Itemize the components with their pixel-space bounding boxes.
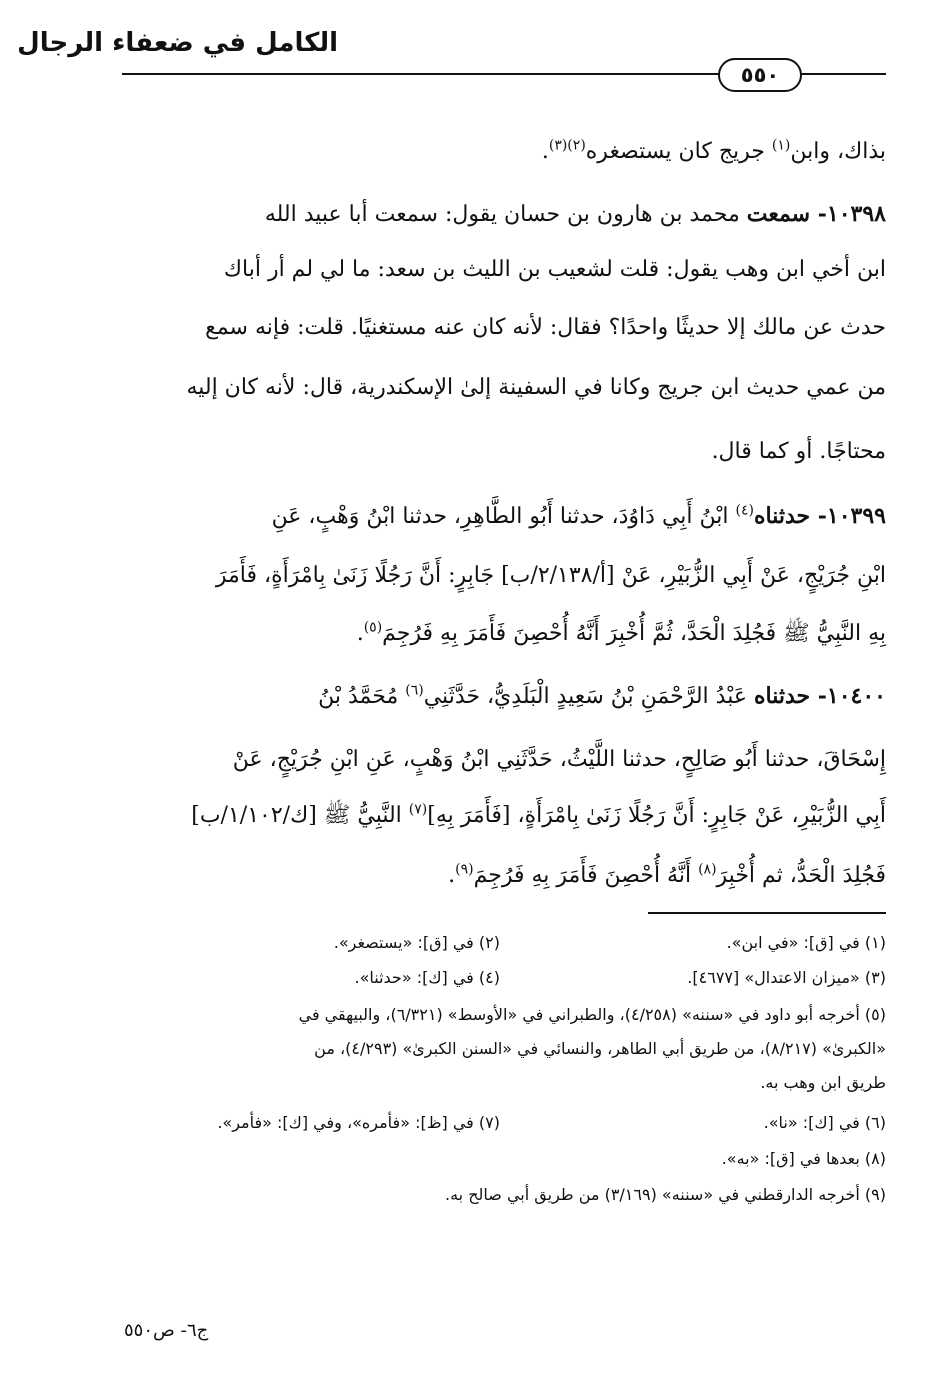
footnote-5-cont: «الكبرىٰ» (٨/٢١٧)، من طريق أبي الطاهر، والنسائي في «السنن الكبرىٰ» (٤/٢٩٣)، من [314,1039,886,1058]
text-line: بذاك، وابن$^{(١)}$ جريج كان يستصغره$^{(٢)(٣)}$. [541,137,886,164]
footnote-ref[interactable]: (٢)(٣) [548,137,586,154]
text-line: من عمي حديث ابن جريج وكانا في السفينة إلىٰ الإسكندرية، قال: لأنه كان إليه [186,375,886,400]
footnote-ref[interactable]: (٧) [408,801,428,818]
text-line: بِهِ النَّبِيُّ ﷺ فَجُلِدَ الْحَدَّ، ثُمَّ أُخْبِرَ أَنَّهُ أُحْصِنَ فَأَمَرَ بِهِ فَرُجِمَ$^{(٥)}$. [356,619,886,646]
footnote-ref[interactable]: (٥) [363,619,383,636]
page-reference: ج٦- ص٥٥٠ [124,1320,209,1341]
text-line: حدث عن مالك إلا حديثًا واحدًا؟ فقال: لأنه كان عنه مستغنيًا. قلت: فإنه سمع [205,315,886,340]
footnote-ref[interactable]: (٩) [455,861,474,878]
hadith-number: ١٠٣٩٨- [810,201,886,227]
page-number-badge: ٥٥٠ [718,58,802,92]
footnote-4: (٤) في [ك]: «حدثنا». [354,968,500,987]
footnote-row [120,926,886,960]
text-line: أَبِي الزُّبَيْرِ، عَنْ جَابِرٍ: أَنَّ رَجُلًا زَنَىٰ بِامْرَأَةٍ، [فَأَمَرَ بِهِ]$^{(٧)}$ النَّبِيُّ ﷺ [ك/١/١٠٢/ب] [191,801,886,828]
keyword: حدثناه [753,503,811,529]
text-line: ابْنِ جُرَيْجٍ، عَنْ أَبِي الزُّبَيْرِ، عَنْ [أ/٢/١٣٨/ب] جَابِرٍ: أَنَّ رَجُلًا زَنَىٰ بِامْرَأَةٍ، فَأَمَرَ [215,563,886,588]
footnote-2: (٢) في [ق]: «يستصغر». [333,933,500,952]
hadith-number: ١٠٣٩٩- [810,503,886,529]
footnote-3: (٣) «ميزان الاعتدال» [٤٦٧٧]. [687,968,886,987]
footnote-5-cont: طريق ابن وهب به. [760,1073,886,1092]
footnote-row [120,1106,886,1140]
text-line: ابن أخي ابن وهب يقول: قلت لشعيب بن الليث بن سعد: ما لي لم أر أباك [223,257,886,282]
hadith-number: ١٠٤٠٠- [810,683,886,709]
footnote-ref[interactable]: (٤) [735,502,754,519]
footnote-row [120,961,886,995]
paragraph-10399-line: ١٠٣٩٩- حدثناه$^{(٤)}$ ابْنُ أَبِي دَاوُدَ، حدثنا أَبُو الطَّاهِرِ، حدثنا ابْنُ وَهْبٍ، عَنِ [271,502,886,529]
text-line: فَجُلِدَ الْحَدُّ، ثم أُخْبِرَ$^{(٨)}$ أَنَّهُ أُحْصِنَ فَأَمَرَ بِهِ فَرُجِمَ$^{(٩)}$. [448,861,886,888]
footnote-5: (٥) أخرجه أبو داود في «سننه» (٤/٢٥٨)، والطبراني في «الأوسط» (٦/٣٢١)، والبيهقي في [298,1005,886,1024]
footnote-6: (٦) في [ك]: «نا». [763,1113,886,1132]
keyword: حدثناه [753,683,811,709]
text-line: إِسْحَاقَ، حدثنا أَبُو صَالِحٍ، حدثنا اللَّيْثُ، حَدَّثَنِي ابْنُ وَهْبٍ، عَنِ ابْنِ جُرَيْجٍ، عَنْ [232,747,886,772]
footnote-ref[interactable]: (٨) [698,861,717,878]
footnote-ref[interactable]: (١) [771,137,791,154]
paragraph-10400-line: ١٠٤٠٠- حدثناه عَبْدُ الرَّحْمَنِ بْنُ سَعِيدٍ الْبَلَدِيُّ، حَدَّثَنِي$^{(٦)}$ مُحَمَّدُ بْنُ [318,682,886,709]
footnote-8: (٨) بعدها في [ق]: «به». [721,1149,886,1168]
footnote-separator [648,912,886,914]
footnote-7: (٧) في [ظ]: «فأمره»، وفي [ك]: «فأمر». [217,1113,500,1132]
footnote-ref[interactable]: (٦) [405,682,424,699]
text-line: محتاجًا. أو كما قال. [711,439,886,464]
footnote-9: (٩) أخرجه الدارقطني في «سننه» (٣/١٦٩) من طريق أبي صالح به. [445,1185,886,1204]
keyword: سمعت [746,201,811,227]
book-title: الكامل في ضعفاء الرجال [17,28,338,58]
footnote-1: (١) في [ق]: «في ابن». [726,933,886,952]
paragraph-10398-line: ١٠٣٩٨- سمعت محمد بن هارون بن حسان يقول: سمعت أبا عبيد الله [264,201,886,227]
